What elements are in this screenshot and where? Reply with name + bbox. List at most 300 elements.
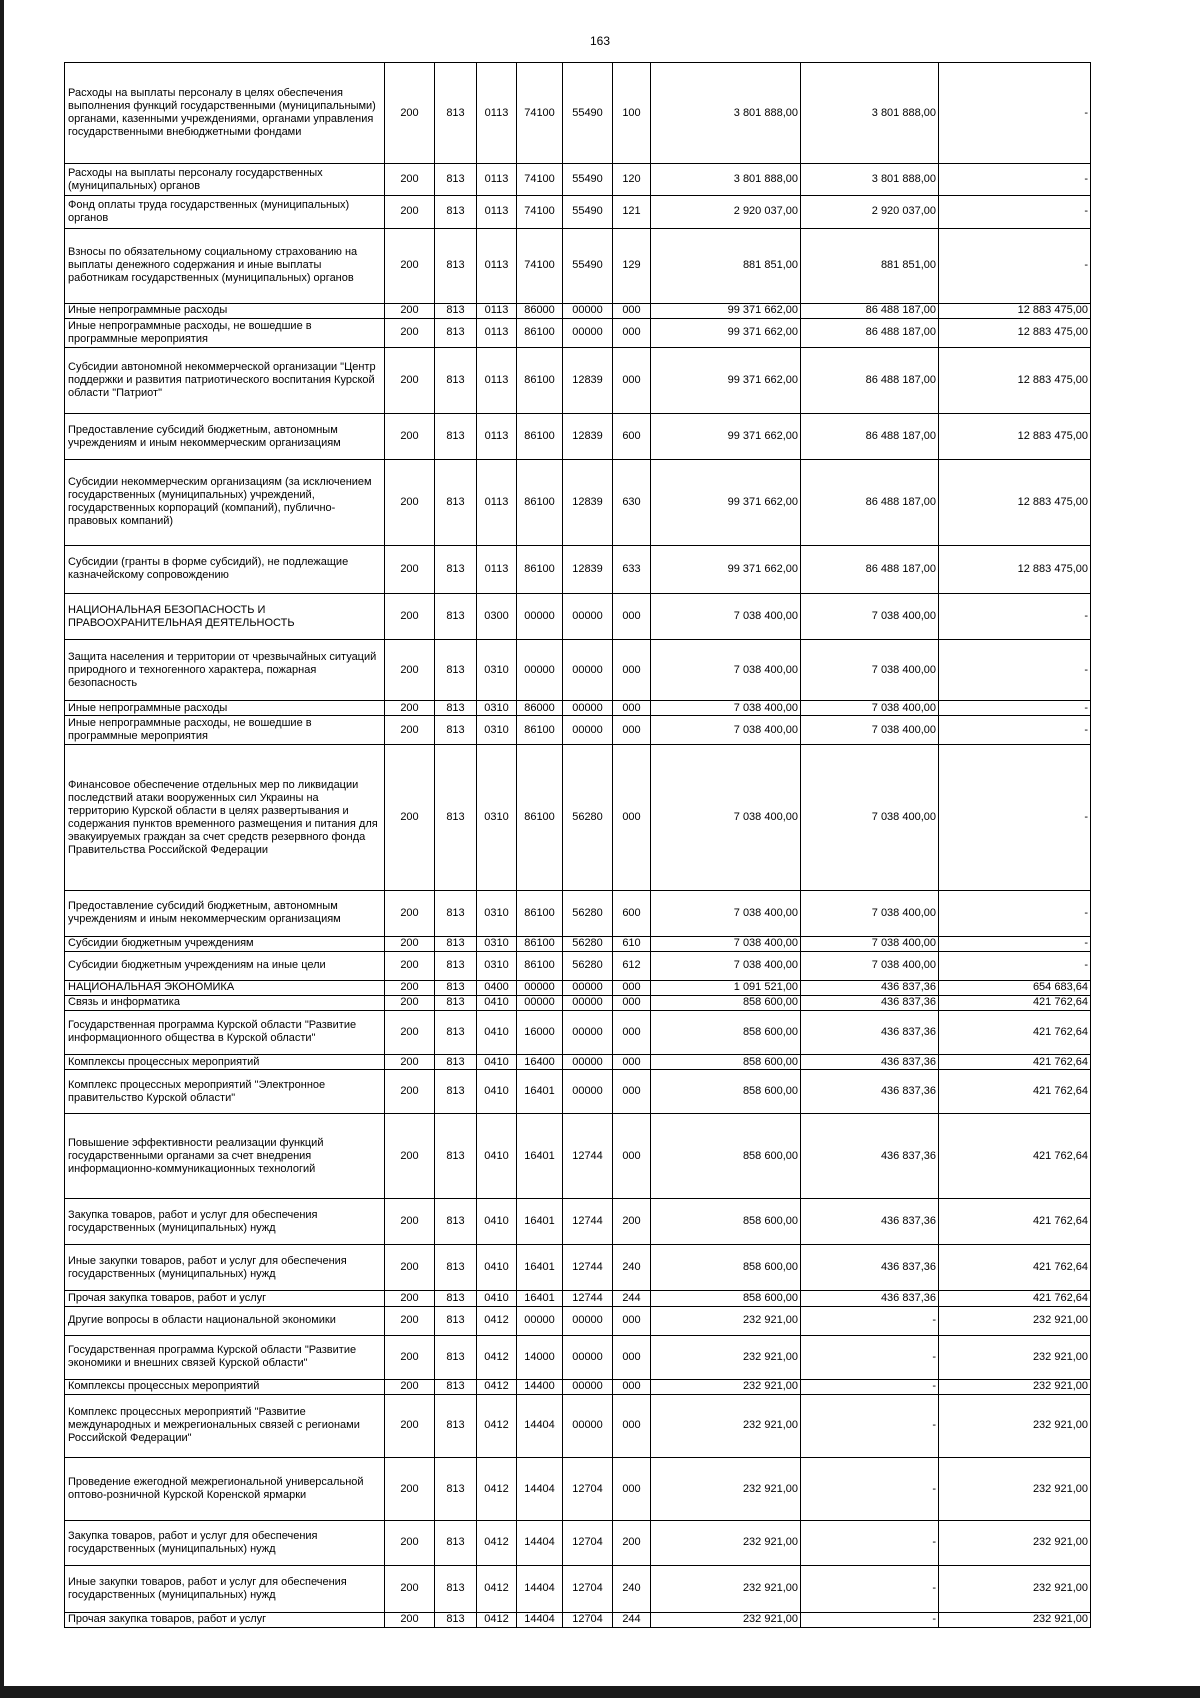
code-cell-c6: 244 <box>613 1612 651 1627</box>
code-cell-c5: 12704 <box>563 1521 613 1565</box>
code-cell-c3: 0400 <box>477 980 517 995</box>
code-cell-c1: 200 <box>385 414 435 459</box>
page-number: 163 <box>589 34 611 48</box>
code-cell-c5: 56280 <box>563 951 613 980</box>
code-cell-c5: 12744 <box>563 1114 613 1199</box>
amount-cell-v3: 12 883 475,00 <box>939 318 1091 347</box>
code-cell-c6: 000 <box>613 593 651 639</box>
code-cell-c1: 200 <box>385 545 435 593</box>
code-cell-c6: 200 <box>613 1199 651 1245</box>
code-cell-c3: 0113 <box>477 303 517 318</box>
code-cell-c1: 200 <box>385 1335 435 1379</box>
table-row <box>65 593 1091 639</box>
amount-cell-v2: - <box>801 1335 939 1379</box>
code-cell-c4: 86100 <box>517 318 563 347</box>
code-cell-c1: 200 <box>385 980 435 995</box>
code-cell-c1: 200 <box>385 640 435 701</box>
code-cell-c4: 14400 <box>517 1379 563 1394</box>
table-row <box>65 1114 1091 1199</box>
code-cell-c6: 000 <box>613 1379 651 1394</box>
code-cell-c2: 813 <box>435 414 477 459</box>
code-cell-c3: 0410 <box>477 1291 517 1306</box>
code-cell-c3: 0410 <box>477 1055 517 1070</box>
code-cell-c2: 813 <box>435 196 477 228</box>
code-cell-c3: 0310 <box>477 936 517 951</box>
amount-cell-v2: 7 038 400,00 <box>801 716 939 745</box>
amount-cell-v1: 232 921,00 <box>651 1565 801 1612</box>
code-cell-c5: 56280 <box>563 936 613 951</box>
code-cell-c2: 813 <box>435 593 477 639</box>
amount-cell-v1: 99 371 662,00 <box>651 318 801 347</box>
amount-cell-v2: 436 837,36 <box>801 1070 939 1114</box>
table-row <box>65 1291 1091 1306</box>
table-row <box>65 701 1091 716</box>
code-cell-c4: 86100 <box>517 716 563 745</box>
amount-cell-v3: 421 762,64 <box>939 1114 1091 1199</box>
amount-cell-v1: 2 920 037,00 <box>651 196 801 228</box>
code-cell-c1: 200 <box>385 459 435 545</box>
table-row <box>65 63 1091 164</box>
code-cell-c6: 000 <box>613 318 651 347</box>
table-row <box>65 890 1091 936</box>
amount-cell-v2: 86 488 187,00 <box>801 414 939 459</box>
amount-cell-v1: 99 371 662,00 <box>651 303 801 318</box>
code-cell-c3: 0410 <box>477 1245 517 1291</box>
code-cell-c3: 0113 <box>477 414 517 459</box>
row-description: Фонд оплаты труда государственных (муниципальных) органов <box>65 196 385 228</box>
code-cell-c4: 00000 <box>517 593 563 639</box>
code-cell-c3: 0113 <box>477 164 517 196</box>
amount-cell-v1: 232 921,00 <box>651 1521 801 1565</box>
code-cell-c1: 200 <box>385 1010 435 1054</box>
code-cell-c2: 813 <box>435 1612 477 1627</box>
row-description: Прочая закупка товаров, работ и услуг <box>65 1291 385 1306</box>
code-cell-c1: 200 <box>385 1379 435 1394</box>
code-cell-c5: 00000 <box>563 1010 613 1054</box>
code-cell-c6: 100 <box>613 63 651 164</box>
row-description: Иные закупки товаров, работ и услуг для обеспечения государственных (муниципальных) нужд <box>65 1245 385 1291</box>
code-cell-c3: 0410 <box>477 1199 517 1245</box>
code-cell-c5: 12839 <box>563 545 613 593</box>
amount-cell-v3: 421 762,64 <box>939 1010 1091 1054</box>
amount-cell-v3: 232 921,00 <box>939 1306 1091 1335</box>
code-cell-c5: 00000 <box>563 1055 613 1070</box>
code-cell-c6: 000 <box>613 640 651 701</box>
table-row <box>65 1055 1091 1070</box>
code-cell-c2: 813 <box>435 980 477 995</box>
amount-cell-v2: 3 801 888,00 <box>801 63 939 164</box>
code-cell-c5: 55490 <box>563 164 613 196</box>
code-cell-c1: 200 <box>385 1291 435 1306</box>
code-cell-c4: 00000 <box>517 995 563 1010</box>
amount-cell-v1: 7 038 400,00 <box>651 640 801 701</box>
amount-cell-v1: 232 921,00 <box>651 1394 801 1457</box>
code-cell-c2: 813 <box>435 1055 477 1070</box>
amount-cell-v3: 421 762,64 <box>939 1245 1091 1291</box>
budget-table <box>64 62 1091 1628</box>
code-cell-c5: 12839 <box>563 347 613 414</box>
table-body <box>65 63 1091 1628</box>
amount-cell-v1: 858 600,00 <box>651 1245 801 1291</box>
row-description: Связь и информатика <box>65 995 385 1010</box>
table-row <box>65 1070 1091 1114</box>
table-row <box>65 980 1091 995</box>
code-cell-c1: 200 <box>385 1070 435 1114</box>
amount-cell-v3: 421 762,64 <box>939 1199 1091 1245</box>
code-cell-c3: 0412 <box>477 1335 517 1379</box>
code-cell-c5: 55490 <box>563 228 613 303</box>
table-row <box>65 1010 1091 1054</box>
amount-cell-v1: 99 371 662,00 <box>651 545 801 593</box>
amount-cell-v3: 654 683,64 <box>939 980 1091 995</box>
code-cell-c2: 813 <box>435 1070 477 1114</box>
code-cell-c4: 86100 <box>517 459 563 545</box>
amount-cell-v3: 12 883 475,00 <box>939 545 1091 593</box>
table-row <box>65 1245 1091 1291</box>
code-cell-c3: 0412 <box>477 1458 517 1521</box>
amount-cell-v3: - <box>939 716 1091 745</box>
code-cell-c6: 610 <box>613 936 651 951</box>
code-cell-c2: 813 <box>435 1306 477 1335</box>
row-description: Предоставление субсидий бюджетным, автономным учреждениям и иным некоммерческим организациям <box>65 890 385 936</box>
code-cell-c3: 0113 <box>477 318 517 347</box>
code-cell-c5: 00000 <box>563 995 613 1010</box>
code-cell-c4: 86100 <box>517 745 563 890</box>
amount-cell-v1: 232 921,00 <box>651 1458 801 1521</box>
code-cell-c4: 86000 <box>517 701 563 716</box>
code-cell-c3: 0113 <box>477 196 517 228</box>
amount-cell-v1: 232 921,00 <box>651 1379 801 1394</box>
table-row <box>65 1335 1091 1379</box>
amount-cell-v1: 858 600,00 <box>651 1070 801 1114</box>
code-cell-c6: 000 <box>613 1394 651 1457</box>
code-cell-c5: 12744 <box>563 1245 613 1291</box>
amount-cell-v2: 436 837,36 <box>801 1291 939 1306</box>
amount-cell-v3: 232 921,00 <box>939 1521 1091 1565</box>
code-cell-c6: 000 <box>613 303 651 318</box>
code-cell-c3: 0412 <box>477 1379 517 1394</box>
scan-border-left <box>0 0 4 1698</box>
code-cell-c5: 00000 <box>563 640 613 701</box>
code-cell-c2: 813 <box>435 1114 477 1199</box>
row-description: Защита населения и территории от чрезвычайных ситуаций природного и техногенного характера, пожарная безопасность <box>65 640 385 701</box>
amount-cell-v3: - <box>939 745 1091 890</box>
code-cell-c2: 813 <box>435 347 477 414</box>
code-cell-c6: 000 <box>613 1335 651 1379</box>
code-cell-c2: 813 <box>435 1010 477 1054</box>
amount-cell-v2: 436 837,36 <box>801 980 939 995</box>
amount-cell-v1: 7 038 400,00 <box>651 593 801 639</box>
amount-cell-v1: 232 921,00 <box>651 1306 801 1335</box>
amount-cell-v3: 232 921,00 <box>939 1565 1091 1612</box>
amount-cell-v3: 421 762,64 <box>939 1291 1091 1306</box>
code-cell-c1: 200 <box>385 995 435 1010</box>
code-cell-c2: 813 <box>435 228 477 303</box>
code-cell-c4: 86100 <box>517 951 563 980</box>
code-cell-c6: 200 <box>613 1521 651 1565</box>
code-cell-c5: 12744 <box>563 1199 613 1245</box>
code-cell-c1: 200 <box>385 1521 435 1565</box>
code-cell-c1: 200 <box>385 228 435 303</box>
code-cell-c3: 0300 <box>477 593 517 639</box>
code-cell-c4: 14404 <box>517 1394 563 1457</box>
amount-cell-v1: 1 091 521,00 <box>651 980 801 995</box>
amount-cell-v3: 421 762,64 <box>939 995 1091 1010</box>
code-cell-c4: 14000 <box>517 1335 563 1379</box>
table-row <box>65 1379 1091 1394</box>
code-cell-c3: 0113 <box>477 459 517 545</box>
code-cell-c6: 612 <box>613 951 651 980</box>
amount-cell-v3: 12 883 475,00 <box>939 414 1091 459</box>
code-cell-c3: 0113 <box>477 347 517 414</box>
row-description: Повышение эффективности реализации функций государственными органами за счет внедрения информационно-коммуникационных технологий <box>65 1114 385 1199</box>
table-row <box>65 459 1091 545</box>
code-cell-c6: 600 <box>613 890 651 936</box>
code-cell-c1: 200 <box>385 1565 435 1612</box>
amount-cell-v3: - <box>939 196 1091 228</box>
table-row <box>65 1565 1091 1612</box>
amount-cell-v3: - <box>939 951 1091 980</box>
amount-cell-v2: - <box>801 1565 939 1612</box>
code-cell-c3: 0310 <box>477 716 517 745</box>
code-cell-c2: 813 <box>435 716 477 745</box>
code-cell-c1: 200 <box>385 196 435 228</box>
code-cell-c1: 200 <box>385 303 435 318</box>
code-cell-c6: 600 <box>613 414 651 459</box>
code-cell-c5: 00000 <box>563 1070 613 1114</box>
code-cell-c4: 16401 <box>517 1070 563 1114</box>
code-cell-c2: 813 <box>435 1291 477 1306</box>
code-cell-c6: 129 <box>613 228 651 303</box>
code-cell-c3: 0310 <box>477 890 517 936</box>
code-cell-c4: 86100 <box>517 936 563 951</box>
amount-cell-v2: 3 801 888,00 <box>801 164 939 196</box>
code-cell-c4: 86100 <box>517 347 563 414</box>
amount-cell-v3: - <box>939 593 1091 639</box>
row-description: Иные непрограммные расходы <box>65 701 385 716</box>
amount-cell-v1: 7 038 400,00 <box>651 745 801 890</box>
code-cell-c4: 86000 <box>517 303 563 318</box>
table-row <box>65 1521 1091 1565</box>
code-cell-c4: 16401 <box>517 1199 563 1245</box>
amount-cell-v1: 858 600,00 <box>651 1114 801 1199</box>
code-cell-c3: 0410 <box>477 1010 517 1054</box>
code-cell-c6: 630 <box>613 459 651 545</box>
code-cell-c4: 74100 <box>517 164 563 196</box>
row-description: Закупка товаров, работ и услуг для обеспечения государственных (муниципальных) нужд <box>65 1199 385 1245</box>
code-cell-c4: 14404 <box>517 1521 563 1565</box>
row-description: НАЦИОНАЛЬНАЯ БЕЗОПАСНОСТЬ И ПРАВООХРАНИТЕЛЬНАЯ ДЕЯТЕЛЬНОСТЬ <box>65 593 385 639</box>
code-cell-c2: 813 <box>435 545 477 593</box>
row-description: Субсидии автономной некоммерческой организации "Центр поддержки и развития патриотического воспитания Курской области "Патриот" <box>65 347 385 414</box>
code-cell-c5: 56280 <box>563 745 613 890</box>
amount-cell-v2: 436 837,36 <box>801 1010 939 1054</box>
code-cell-c3: 0310 <box>477 640 517 701</box>
amount-cell-v3: - <box>939 228 1091 303</box>
code-cell-c6: 000 <box>613 716 651 745</box>
row-description: Взносы по обязательному социальному страхованию на выплаты денежного содержания и иные выплаты работникам государственных (муниципальных) органов <box>65 228 385 303</box>
amount-cell-v3: 232 921,00 <box>939 1394 1091 1457</box>
code-cell-c2: 813 <box>435 318 477 347</box>
row-description: Закупка товаров, работ и услуг для обеспечения государственных (муниципальных) нужд <box>65 1521 385 1565</box>
code-cell-c5: 12744 <box>563 1291 613 1306</box>
code-cell-c1: 200 <box>385 936 435 951</box>
row-description: Комплексы процессных мероприятий <box>65 1379 385 1394</box>
code-cell-c3: 0310 <box>477 951 517 980</box>
row-description: Государственная программа Курской области "Развитие экономики и внешних связей Курской области" <box>65 1335 385 1379</box>
code-cell-c6: 000 <box>613 1070 651 1114</box>
amount-cell-v2: 436 837,36 <box>801 1055 939 1070</box>
code-cell-c6: 000 <box>613 745 651 890</box>
code-cell-c6: 121 <box>613 196 651 228</box>
row-description: Прочая закупка товаров, работ и услуг <box>65 1612 385 1627</box>
amount-cell-v1: 858 600,00 <box>651 1010 801 1054</box>
code-cell-c3: 0310 <box>477 745 517 890</box>
row-description: Другие вопросы в области национальной экономики <box>65 1306 385 1335</box>
code-cell-c2: 813 <box>435 1245 477 1291</box>
code-cell-c5: 00000 <box>563 593 613 639</box>
code-cell-c4: 00000 <box>517 640 563 701</box>
table-row <box>65 228 1091 303</box>
code-cell-c3: 0412 <box>477 1612 517 1627</box>
code-cell-c3: 0113 <box>477 228 517 303</box>
table-row <box>65 545 1091 593</box>
code-cell-c2: 813 <box>435 890 477 936</box>
table-row <box>65 318 1091 347</box>
code-cell-c1: 200 <box>385 745 435 890</box>
code-cell-c2: 813 <box>435 459 477 545</box>
amount-cell-v3: - <box>939 63 1091 164</box>
code-cell-c2: 813 <box>435 1199 477 1245</box>
code-cell-c5: 00000 <box>563 980 613 995</box>
amount-cell-v2: 7 038 400,00 <box>801 890 939 936</box>
row-description: Предоставление субсидий бюджетным, автономным учреждениям и иным некоммерческим организациям <box>65 414 385 459</box>
code-cell-c3: 0410 <box>477 1070 517 1114</box>
code-cell-c6: 240 <box>613 1245 651 1291</box>
amount-cell-v2: 881 851,00 <box>801 228 939 303</box>
code-cell-c6: 240 <box>613 1565 651 1612</box>
code-cell-c2: 813 <box>435 1394 477 1457</box>
code-cell-c2: 813 <box>435 745 477 890</box>
amount-cell-v2: 7 038 400,00 <box>801 593 939 639</box>
amount-cell-v3: - <box>939 164 1091 196</box>
code-cell-c2: 813 <box>435 995 477 1010</box>
code-cell-c2: 813 <box>435 63 477 164</box>
amount-cell-v3: 12 883 475,00 <box>939 303 1091 318</box>
table-row <box>65 995 1091 1010</box>
amount-cell-v2: 86 488 187,00 <box>801 459 939 545</box>
amount-cell-v2: 7 038 400,00 <box>801 745 939 890</box>
code-cell-c3: 0113 <box>477 545 517 593</box>
code-cell-c6: 000 <box>613 347 651 414</box>
amount-cell-v2: - <box>801 1306 939 1335</box>
code-cell-c2: 813 <box>435 1458 477 1521</box>
code-cell-c6: 000 <box>613 1458 651 1521</box>
amount-cell-v1: 99 371 662,00 <box>651 459 801 545</box>
amount-cell-v1: 7 038 400,00 <box>651 951 801 980</box>
table-row <box>65 640 1091 701</box>
amount-cell-v1: 7 038 400,00 <box>651 716 801 745</box>
code-cell-c2: 813 <box>435 951 477 980</box>
code-cell-c6: 000 <box>613 1010 651 1054</box>
code-cell-c3: 0113 <box>477 63 517 164</box>
code-cell-c6: 000 <box>613 1114 651 1199</box>
code-cell-c6: 000 <box>613 995 651 1010</box>
row-description: Расходы на выплаты персоналу в целях обеспечения выполнения функций государственными (муниципальными) органами, казенными учреждениями, органами управления государственными внебюджетными фондами <box>65 63 385 164</box>
code-cell-c2: 813 <box>435 1335 477 1379</box>
amount-cell-v2: - <box>801 1379 939 1394</box>
row-description: Иные непрограммные расходы, не вошедшие в программные мероприятия <box>65 716 385 745</box>
row-description: Иные непрограммные расходы, не вошедшие в программные мероприятия <box>65 318 385 347</box>
scan-border-bottom <box>0 1686 1200 1698</box>
amount-cell-v1: 7 038 400,00 <box>651 890 801 936</box>
code-cell-c1: 200 <box>385 1245 435 1291</box>
code-cell-c5: 00000 <box>563 303 613 318</box>
amount-cell-v2: 86 488 187,00 <box>801 303 939 318</box>
amount-cell-v1: 232 921,00 <box>651 1335 801 1379</box>
code-cell-c1: 200 <box>385 1199 435 1245</box>
amount-cell-v2: - <box>801 1458 939 1521</box>
amount-cell-v3: 12 883 475,00 <box>939 347 1091 414</box>
code-cell-c3: 0310 <box>477 701 517 716</box>
amount-cell-v1: 858 600,00 <box>651 1055 801 1070</box>
amount-cell-v1: 7 038 400,00 <box>651 701 801 716</box>
table-row <box>65 951 1091 980</box>
code-cell-c5: 00000 <box>563 1335 613 1379</box>
code-cell-c4: 14404 <box>517 1612 563 1627</box>
amount-cell-v2: 7 038 400,00 <box>801 701 939 716</box>
table-row <box>65 1306 1091 1335</box>
row-description: Субсидии бюджетным учреждениям на иные цели <box>65 951 385 980</box>
code-cell-c5: 12704 <box>563 1565 613 1612</box>
row-description: Финансовое обеспечение отдельных мер по ликвидации последствий атаки вооруженных сил Украины на территорию Курской области в целях развертывания и содержания пунктов временного размещения и питания для эвакуируемых граждан за счет средств резервного фонда Правительства Российской Федерации <box>65 745 385 890</box>
amount-cell-v2: 7 038 400,00 <box>801 936 939 951</box>
code-cell-c1: 200 <box>385 1306 435 1335</box>
code-cell-c2: 813 <box>435 936 477 951</box>
code-cell-c4: 16400 <box>517 1055 563 1070</box>
code-cell-c3: 0410 <box>477 1114 517 1199</box>
amount-cell-v2: - <box>801 1521 939 1565</box>
code-cell-c3: 0410 <box>477 995 517 1010</box>
code-cell-c2: 813 <box>435 640 477 701</box>
table-row <box>65 164 1091 196</box>
table-row <box>65 303 1091 318</box>
amount-cell-v2: 86 488 187,00 <box>801 545 939 593</box>
amount-cell-v3: - <box>939 701 1091 716</box>
code-cell-c3: 0412 <box>477 1306 517 1335</box>
code-cell-c5: 12839 <box>563 414 613 459</box>
code-cell-c2: 813 <box>435 1521 477 1565</box>
amount-cell-v1: 858 600,00 <box>651 1291 801 1306</box>
code-cell-c1: 200 <box>385 347 435 414</box>
code-cell-c3: 0412 <box>477 1565 517 1612</box>
code-cell-c1: 200 <box>385 1458 435 1521</box>
table-row <box>65 1394 1091 1457</box>
row-description: Субсидии бюджетным учреждениям <box>65 936 385 951</box>
code-cell-c5: 00000 <box>563 701 613 716</box>
code-cell-c2: 813 <box>435 164 477 196</box>
amount-cell-v2: - <box>801 1394 939 1457</box>
code-cell-c4: 00000 <box>517 980 563 995</box>
amount-cell-v3: - <box>939 936 1091 951</box>
code-cell-c6: 000 <box>613 980 651 995</box>
code-cell-c2: 813 <box>435 303 477 318</box>
amount-cell-v3: - <box>939 640 1091 701</box>
code-cell-c1: 200 <box>385 593 435 639</box>
code-cell-c5: 00000 <box>563 318 613 347</box>
table-row <box>65 936 1091 951</box>
row-description: Иные закупки товаров, работ и услуг для обеспечения государственных (муниципальных) нужд <box>65 1565 385 1612</box>
